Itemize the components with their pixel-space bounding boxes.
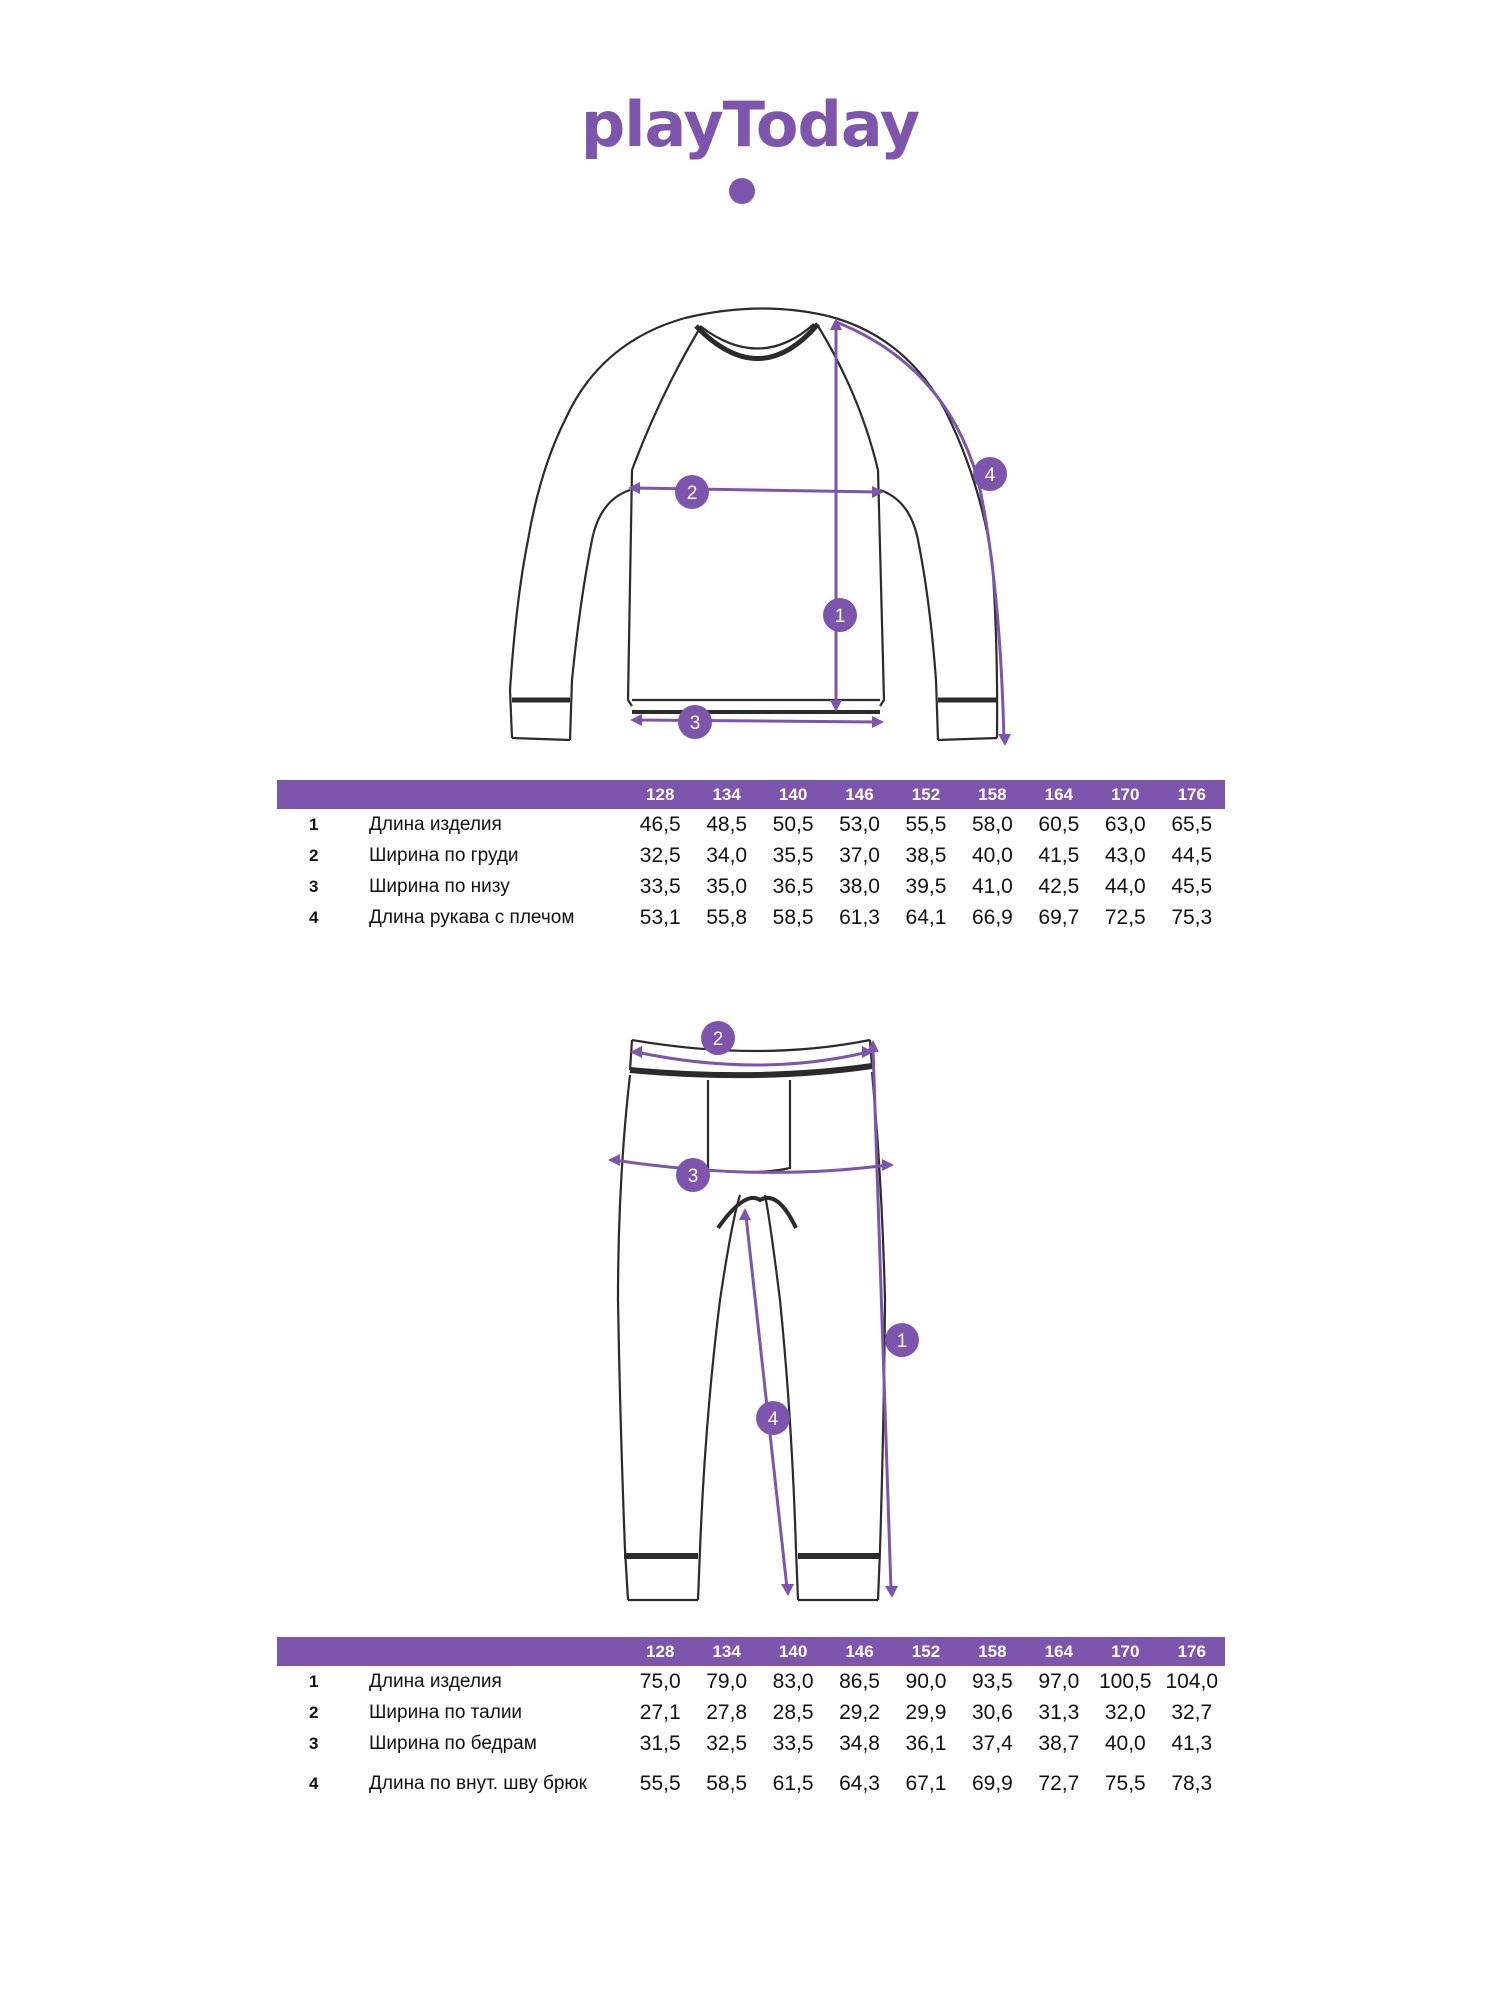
measurement-value: 33,5: [772, 1731, 814, 1755]
measurement-value: 53,0: [839, 812, 880, 836]
row-number: 1: [309, 1671, 319, 1691]
measurement-value: 100,5: [1099, 1669, 1152, 1693]
size-header: 170: [1111, 784, 1140, 804]
measurement-value: 53,1: [639, 905, 681, 929]
pants-badge-4: 4: [767, 1409, 779, 1430]
measurement-value: 42,5: [1038, 874, 1080, 898]
row-number: 2: [309, 1702, 319, 1722]
measurement-value: 69,9: [971, 1772, 1013, 1795]
measurement-value: 60,5: [1038, 812, 1080, 836]
left-leg-inner: [698, 1195, 740, 1600]
measurement-value: 34,0: [706, 843, 748, 867]
pants-badge-1: 1: [896, 1331, 908, 1352]
measurement-value: 32,5: [639, 843, 681, 867]
size-header: 146: [845, 784, 874, 804]
measurement-value: 29,2: [839, 1700, 880, 1724]
size-header: 128: [646, 784, 675, 804]
measurement-value: 55,5: [639, 1772, 681, 1795]
measurement-value: 83,0: [772, 1669, 814, 1693]
measurement-value: 58,5: [706, 1772, 748, 1795]
sweater-badge-1: 1: [834, 606, 846, 627]
measurement-value: 31,3: [1038, 1700, 1080, 1724]
row-number: 1: [309, 814, 319, 834]
size-header: 134: [712, 1641, 741, 1661]
measurement-value: 65,5: [1171, 812, 1213, 836]
size-header: 152: [911, 784, 941, 804]
measurement-value: 44,0: [1104, 874, 1146, 898]
measurement-value: 46,5: [639, 812, 681, 836]
size-header: 164: [1044, 1641, 1074, 1661]
measurement-name: Ширина по талии: [369, 1701, 523, 1723]
measurement-value: 29,9: [905, 1700, 947, 1724]
pants-measure-2: [636, 1052, 868, 1065]
table-row: [277, 1759, 1225, 1809]
size-header: 170: [1111, 1641, 1140, 1661]
size-header: 164: [1044, 784, 1074, 804]
measurement-value: 38,7: [1038, 1731, 1080, 1755]
measurement-value: 32,5: [706, 1731, 748, 1755]
measurement-value: 30,6: [971, 1700, 1013, 1724]
row-number: 2: [309, 845, 319, 865]
measurement-value: 28,5: [772, 1700, 814, 1724]
measurement-value: 67,1: [905, 1772, 947, 1795]
measurement-value: 37,4: [971, 1731, 1013, 1755]
measurement-value: 31,5: [639, 1731, 681, 1755]
measurement-value: 86,5: [839, 1669, 880, 1693]
measurement-value: 93,5: [971, 1669, 1013, 1693]
measurement-value: 44,5: [1171, 843, 1213, 867]
measurement-value: 64,3: [839, 1772, 880, 1795]
measurement-name: Длина рукава с плечом: [369, 906, 575, 928]
size-header: 140: [778, 784, 808, 804]
measurement-value: 58,5: [772, 905, 814, 929]
measurement-name: Ширина по бедрам: [369, 1732, 537, 1754]
measurement-value: 97,0: [1038, 1669, 1080, 1693]
measurement-value: 39,5: [905, 874, 947, 898]
measurement-value: 38,0: [839, 874, 880, 898]
measurement-value: 41,0: [971, 874, 1013, 898]
measurement-value: 35,5: [772, 843, 814, 867]
pants-measure-3: [614, 1160, 888, 1172]
measurement-value: 37,0: [839, 843, 880, 867]
measurement-value: 90,0: [905, 1669, 947, 1693]
measurement-name: Длина изделия: [369, 813, 502, 835]
pants-measure-4: [746, 1216, 787, 1588]
measurement-value: 61,5: [772, 1772, 814, 1795]
measurement-value: 64,1: [905, 905, 947, 929]
waistband: [630, 1066, 872, 1075]
sweater-badge-3: 3: [689, 713, 701, 734]
table-row: [277, 1728, 1225, 1759]
measurement-value: 41,5: [1038, 843, 1080, 867]
measurement-value: 61,3: [839, 905, 880, 929]
measurement-value: 36,5: [772, 874, 814, 898]
measurement-value: 55,5: [905, 812, 947, 836]
size-header: 146: [845, 1641, 874, 1661]
measurement-value: 48,5: [706, 812, 748, 836]
measurement-value: 32,7: [1171, 1700, 1213, 1724]
measurement-value: 69,7: [1038, 905, 1080, 929]
table-row: [277, 1666, 1225, 1697]
measurement-value: 72,5: [1104, 905, 1146, 929]
measurement-value: 41,3: [1171, 1731, 1213, 1755]
measurement-value: 27,1: [639, 1700, 681, 1724]
measurement-value: 75,0: [639, 1669, 681, 1693]
measurement-value: 35,0: [706, 874, 748, 898]
pants-size-table: [277, 1637, 1225, 1809]
row-number: 4: [309, 1774, 319, 1793]
row-number: 4: [309, 907, 319, 927]
measurement-value: 34,8: [839, 1731, 880, 1755]
size-header: 176: [1177, 1641, 1206, 1661]
measurement-value: 32,0: [1104, 1700, 1146, 1724]
row-number: 3: [309, 876, 319, 896]
measurement-value: 72,7: [1038, 1772, 1080, 1795]
table-row: [277, 1697, 1225, 1728]
measurement-value: 45,5: [1171, 874, 1213, 898]
measurement-value: 75,5: [1104, 1772, 1146, 1795]
size-header: 176: [1177, 784, 1206, 804]
measurement-value: 40,0: [971, 843, 1013, 867]
size-header: 128: [646, 1641, 675, 1661]
measurement-value: 75,3: [1171, 905, 1213, 929]
measurement-value: 33,5: [639, 874, 681, 898]
measurement-value: 27,8: [706, 1700, 748, 1724]
measurement-value: 58,0: [971, 812, 1013, 836]
size-header: 140: [778, 1641, 808, 1661]
pants-badge-2: 2: [712, 1029, 724, 1050]
measurement-value: 104,0: [1165, 1669, 1219, 1693]
measurement-value: 36,1: [905, 1731, 947, 1755]
size-header-row: [277, 1637, 1225, 1666]
measurement-value: 79,0: [706, 1669, 748, 1693]
left-leg-outer: [618, 1075, 630, 1600]
sweater-badge-4: 4: [984, 465, 996, 486]
size-header: 134: [712, 784, 741, 804]
measurement-value: 38,5: [905, 843, 947, 867]
size-header: 152: [911, 1641, 941, 1661]
measurement-value: 63,0: [1104, 812, 1146, 836]
measurement-value: 78,3: [1171, 1772, 1213, 1795]
sweater-badge-2: 2: [686, 483, 698, 504]
measurement-name: Ширина по низу: [369, 875, 510, 897]
measurement-value: 55,8: [706, 905, 748, 929]
measurement-name: Длина по внут. шву брюк: [369, 1773, 587, 1794]
logo-text: playToday: [580, 88, 920, 161]
measurement-value: 50,5: [772, 812, 814, 836]
measurement-name: Ширина по груди: [369, 844, 519, 866]
size-header: 158: [978, 784, 1007, 804]
pants-badge-3: 3: [687, 1166, 699, 1187]
row-number: 3: [309, 1733, 319, 1753]
size-header: 158: [978, 1641, 1007, 1661]
measurement-value: 66,9: [971, 905, 1013, 929]
measurement-value: 40,0: [1104, 1731, 1146, 1755]
measurement-name: Длина изделия: [369, 1670, 502, 1692]
measurement-value: 43,0: [1104, 843, 1146, 867]
